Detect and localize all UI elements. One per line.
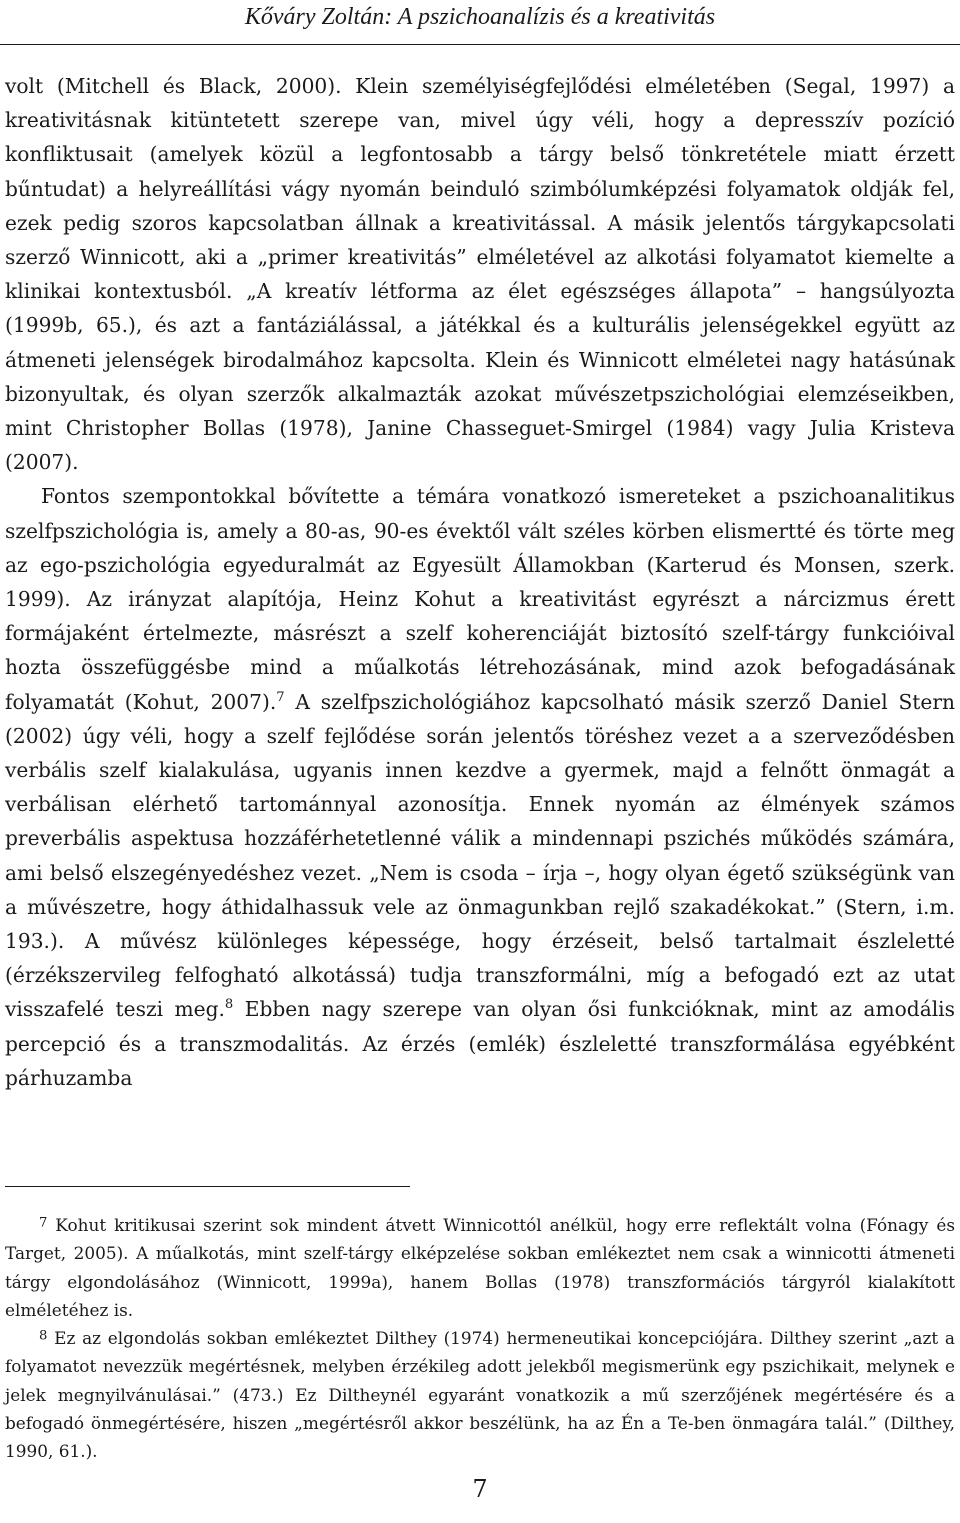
body-text-segment: Ebben nagy szerepe van olyan ősi funkcióknak, mint az amodális percepció és a transzmodalitás. Az érzés (emlék) észleletté transzformálása egyébként párhuzamba (5, 997, 955, 1090)
body-paragraph (5, 479, 955, 1095)
footnote-text: Kohut kritikusai szerint sok mindent átvett Winnicottól anélkül, hogy erre reflektált volna (Fónagy és Target, 2005). A műalkotás, mint szelf-tárgy elképzelése sokban emlékeztet nem csak a winnicotti átmeneti tárgy elgondolásához (Winnicott, 1999a), hanem Bollas (1978) transzformációs tárgyról kialakított elméletéhez is. (5, 1215, 955, 1320)
running-title: Kőváry Zoltán: A pszichoanalízis és a kreativitás (244, 4, 716, 30)
footnote-reference[interactable]: 7 (276, 689, 285, 705)
footnote (5, 1211, 955, 1324)
body-paragraph: volt (Mitchell és Black, 2000). Klein személyiségfejlődési elméletében (Segal, 1997) a kreativitásnak kitüntetett szerepe van, mivel úgy véli, hogy a depresszív pozíció konfliktusait (amelyek közül a legfontosabb a tárgy belső tönkretétele miatt érzett bűntudat) a helyreállítási vágy nyomán beinduló szimbólumképzési folyamatok oldják fel, ezek pedig szoros kapcsolatban állnak a kreativitással. A másik jelentős tárgykapcsolati szerző Winnicott, aki a „primer kreativitás” elméletével az alkotási folyamatot kiemelte a klinikai kontextusból. „A kreatív létforma az élet egészséges állapota” – hangsúlyozta (1999b, 65.), és azt a fantáziálással, a játékkal és a kulturális jelenségekkel együtt az átmeneti jelenségek birodalmához kapcsolta. Klein és Winnicott elméletei nagy hatásúnak bizonyultak, és olyan szerzők alkalmazták azokat művészetpszichológiai elemzéseikben, mint Christopher Bollas (1978), Janine Chasseguet-Smirgel (1984) vagy Julia Kristeva (2007). (5, 74, 955, 475)
body-text-segment: Fontos szempontokkal bővítette a témára vonatkozó ismereteket a pszichoanalitikus szelfpszichológia is, amely a 80-as, 90-es évektől vált széles körben elismertté és törte meg az ego-pszichológia egyeduralmát az Egyesült Államokban (Karterud és Monsen, szerk. 1999). Az irányzat alapítója, Heinz Kohut a kreativitást egyrészt a nárcizmus érett formájaként értelmezte, másrészt a szelf koherenciáját biztosító szelf-tárgy funkcióival hozta összefüggésbe mind a műalkotás létrehozásának, mind azok befogadásának folyamatát (Kohut, 2007). (5, 484, 955, 714)
header-divider (0, 44, 960, 45)
footnote-number: 7 (39, 1215, 48, 1231)
body-text-segment: A szelfpszichológiához kapcsolható másik szerző Daniel Stern (2002) úgy véli, hogy a szelf fejlődése során jelentős töréshez vezet a a szerveződésben verbális szelf kialakulása, ugyanis innen kezdve a gyermek, majd a felnőtt önmagát a verbálisan elérhető tartománnyal azonosítja. Ennek nyomán az élmények számos preverbális aspektusa hozzáférhetetlenné válik a mindennapi pszichés működés számára, ami belső elszegényedéshez vezet. „Nem is csoda – írja –, hogy olyan égető szükségünk van a művészetre, hogy áthidalhassuk vele az önmagunkban rejlő szakadékokat.” (Stern, i.m. 193.). A művész különleges képessége, hogy érzéseit, belső tartalmait észleletté (érzékszervileg felfogható alkotássá) tudja transzformálni, míg a befogadó ezt az utat visszafelé teszi meg. (5, 689, 955, 1022)
footnote-reference[interactable]: 8 (224, 997, 234, 1013)
running-header (0, 0, 960, 46)
page-number: 7 (472, 1475, 488, 1503)
footnote (5, 1324, 955, 1465)
footnotes-section (5, 1211, 955, 1466)
main-body-text (5, 69, 955, 1095)
footnote-divider (5, 1186, 410, 1187)
footnote-text: Ez az elgondolás sokban emlékeztet Dilthey (1974) hermeneutikai koncepciójára. Dilthey szerint „azt a folyamatot nevezzük megértésnek, melyben érzékileg adott jelekből megismerünk egy pszichikait, melynek e jelek megnyilvánulásai.” (473.) Ez Diltheynél egyaránt vonatkozik a mű szerzőjének megértésére és a befogadó önmegértésére, hiszen „megértésről akkor beszélünk, ha az Én a Te-ben önmagára talál.” (Dilthey, 1990, 61.). (5, 1328, 955, 1462)
footnote-number: 8 (39, 1328, 48, 1344)
